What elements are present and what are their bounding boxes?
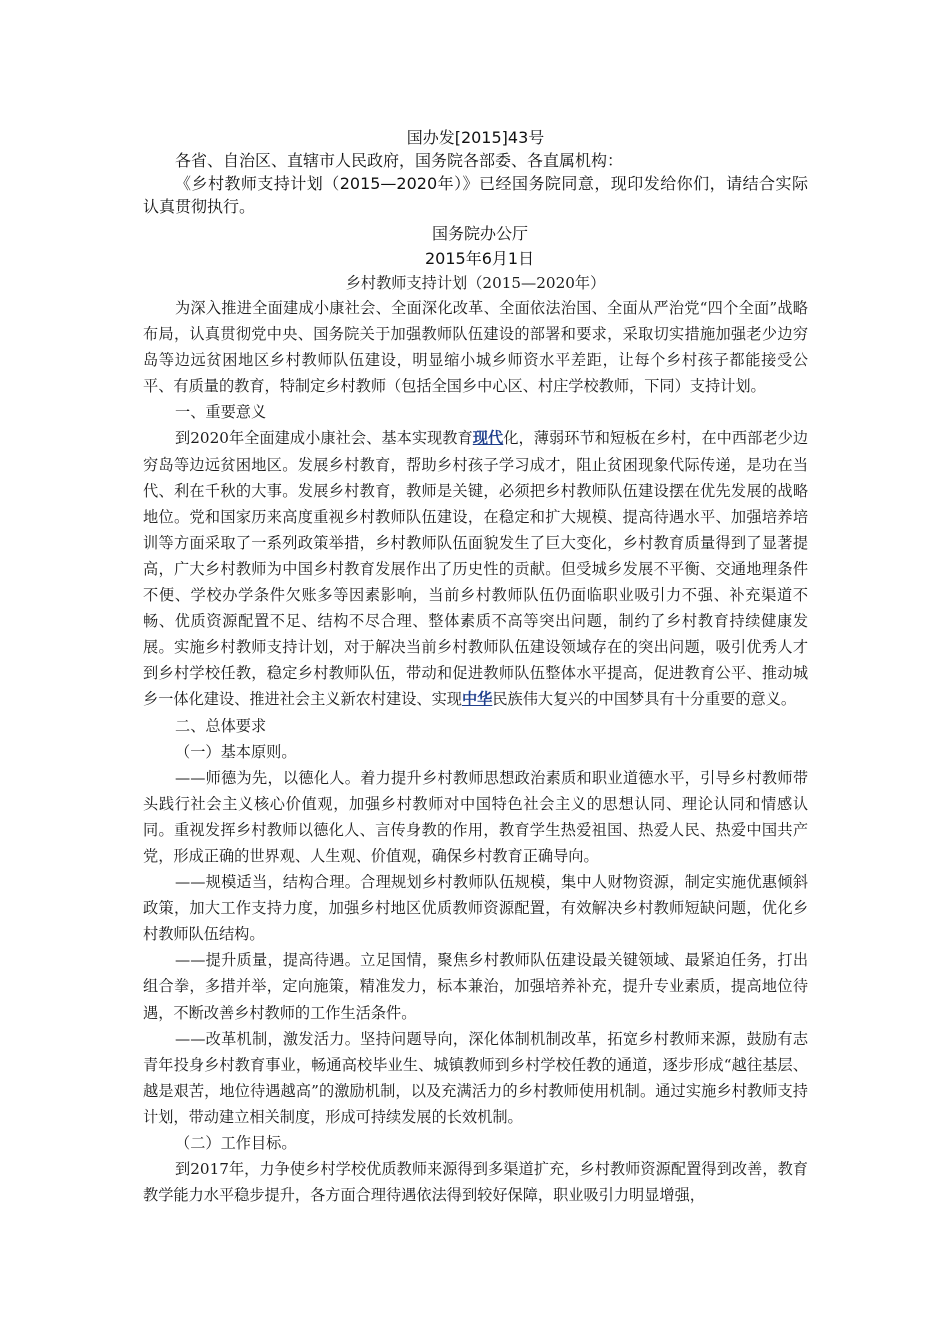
- principle-paragraph: ——规模适当，结构合理。合理规划乡村教师队伍规模，集中人财物资源，制定实施优惠倾斜政策，加大工作支持力度，加强乡村地区优质教师资源配置，有效解决乡村教师短缺问题，优化乡村教师队伍结构。: [143, 873, 808, 944]
- plan-title: 乡村教师支持计划（2015—2020年）: [345, 274, 606, 292]
- addressee-line: 各省、自治区、直辖市人民政府，国务院各部委、各直属机构：: [175, 151, 624, 170]
- notice-paragraph: 《乡村教师支持计划（2015—2020年）》已经国务院同意，现印发给你们，请结合实际认真贯彻执行。: [143, 174, 808, 216]
- section-1-text-a: 到2020年全面建成小康社会、基本实现教育: [175, 429, 473, 448]
- section-1-text-c: 民族伟大复兴的中国梦具有十分重要的意义。: [492, 690, 797, 709]
- intro-paragraph: 为深入推进全面建成小康社会、全面深化改革、全面依法治国、全面从严治党“四个全面”战略布局，认真贯彻党中央、国务院关于加强教师队伍建设的部署和要求，采取切实措施加强老少边穷岛等边远贫困地区乡村教师队伍建设，明显缩小城乡师资水平差距，让每个乡村孩子都能接受公平、有质量的教育，特制定乡村教师（包括全国乡中心区、村庄学校教师，下同）支持计划。: [143, 299, 808, 396]
- subsection-work-goals: （二）工作目标。: [175, 1134, 297, 1152]
- principle-paragraph: ——提升质量，提高待遇。立足国情，聚焦乡村教师队伍建设最关键领域、最紧迫任务，打出组合拳，多措并举，定向施策，精准发力，标本兼治，加强培养补充，提升专业素质，提高地位待遇，不断改善乡村教师的工作生活条件。: [143, 951, 808, 1022]
- document-number: 国办发[2015]43号: [406, 128, 545, 147]
- principle-paragraph: ——改革机制，激发活力。坚持问题导向，深化体制机制改革，拓宽乡村教师来源，鼓励有志青年投身乡村教育事业，畅通高校毕业生、城镇教师到乡村学校任教的通道，逐步形成“越往基层、越是艰苦，地位待遇越高”的激励机制，以及充满活力的乡村教师使用机制。通过实施乡村教师支持计划，带动建立相关制度，形成可持续发展的长效机制。: [143, 1029, 808, 1126]
- issuer-signature: 国务院办公厅: [432, 224, 529, 243]
- document-body: [143, 126, 808, 1208]
- subsection-basic-principles: （一）基本原则。: [175, 742, 297, 761]
- goal-paragraph: 到2017年，力争使乡村学校优质教师来源得到多渠道扩充，乡村教师资源配置得到改善，教育教学能力水平稳步提升，各方面合理待遇依法得到较好保障，职业吸引力明显增强，: [143, 1160, 808, 1205]
- link-zhonghua[interactable]: 中华: [461, 690, 493, 709]
- link-modern[interactable]: 现代: [472, 429, 504, 448]
- principle-paragraph: ——师德为先，以德化人。着力提升乡村教师思想政治素质和职业道德水平，引导乡村教师带头践行社会主义核心价值观，加强乡村教师对中国特色社会主义的思想认同、理论认同和情感认同。重视发挥乡村教师以德化人、言传身教的作用，教育学生热爱祖国、热爱人民、热爱中国共产党，形成正确的世界观、人生观、价值观，确保乡村教育正确导向。: [143, 768, 808, 865]
- section-1-paragraph: [143, 425, 808, 712]
- section-2-heading: 二、总体要求: [175, 716, 267, 735]
- issue-date: 2015年6月1日: [425, 249, 535, 268]
- section-1-heading: 一、重要意义: [175, 403, 267, 422]
- section-1-text-b: 化，薄弱环节和短板在乡村，在中西部老少边穷岛等边远贫困地区。发展乡村教育，帮助乡村孩子学习成才，阻止贫困现象代际传递，是功在当代、利在千秋的大事。发展乡村教育，教师是关键，必须把乡村教师队伍建设摆在优先发展的战略地位。党和国家历来高度重视乡村教师队伍建设，在稳定和扩大规模、提高待遇水平、加强培养培训等方面采取了一系列政策举措，乡村教师队伍面貌发生了巨大变化，乡村教育质量得到了显著提高，广大乡村教师为中国乡村教育发展作出了历史性的贡献。但受城乡发展不平衡、交通地理条件不便、学校办学条件欠账多等因素影响，当前乡村教师队伍仍面临职业吸引力不强、补充渠道不畅、优质资源配置不足、结构不尽合理、整体素质不高等突出问题，制约了乡村教育持续健康发展。实施乡村教师支持计划，对于解决当前乡村教师队伍建设领域存在的突出问题，吸引优秀人才到乡村学校任教，稳定乡村教师队伍，带动和促进教师队伍整体水平提高，促进教育公平、推动城乡一体化建设、推进社会主义新农村建设、实现: [143, 429, 809, 709]
